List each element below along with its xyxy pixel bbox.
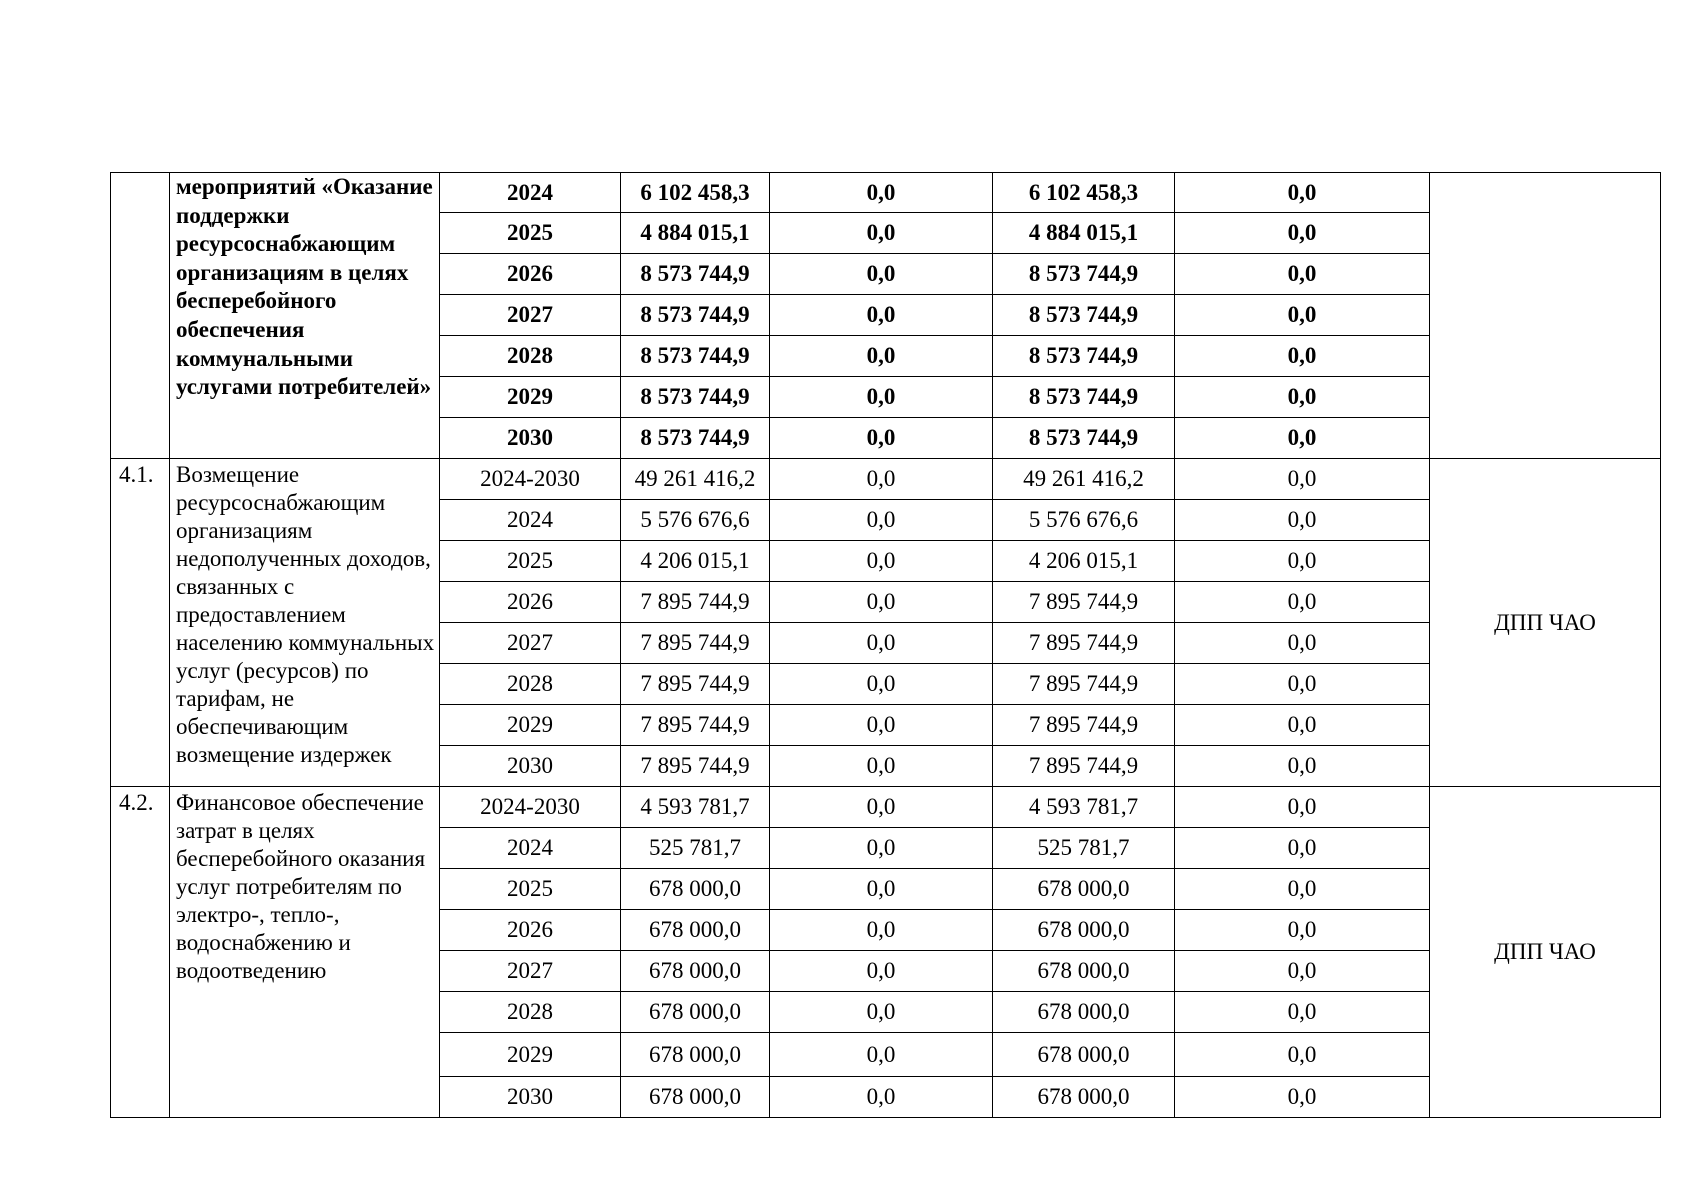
federal-budget-cell: 0,0 <box>770 787 993 828</box>
year-cell: 2028 <box>440 336 621 377</box>
other-sources-cell: 0,0 <box>1175 459 1430 500</box>
total-cell: 49 261 416,2 <box>621 459 770 500</box>
regional-budget-cell: 4 884 015,1 <box>993 213 1175 254</box>
year-cell: 2029 <box>440 705 621 746</box>
regional-budget-cell: 7 895 744,9 <box>993 746 1175 787</box>
federal-budget-cell: 0,0 <box>770 623 993 664</box>
other-sources-cell: 0,0 <box>1175 377 1430 418</box>
regional-budget-cell: 678 000,0 <box>993 910 1175 951</box>
total-cell: 4 593 781,7 <box>621 787 770 828</box>
regional-budget-cell: 4 206 015,1 <box>993 541 1175 582</box>
federal-budget-cell: 0,0 <box>770 418 993 459</box>
other-sources-cell: 0,0 <box>1175 418 1430 459</box>
other-sources-cell: 0,0 <box>1175 254 1430 295</box>
executor-cell <box>1430 173 1661 459</box>
total-cell: 678 000,0 <box>621 992 770 1033</box>
federal-budget-cell: 0,0 <box>770 295 993 336</box>
other-sources-cell: 0,0 <box>1175 951 1430 992</box>
federal-budget-cell: 0,0 <box>770 377 993 418</box>
table-row <box>111 173 1661 213</box>
federal-budget-cell: 0,0 <box>770 459 993 500</box>
year-cell: 2030 <box>440 1077 621 1118</box>
total-cell: 8 573 744,9 <box>621 336 770 377</box>
year-cell: 2026 <box>440 254 621 295</box>
federal-budget-cell: 0,0 <box>770 992 993 1033</box>
executor-cell: ДПП ЧАО <box>1430 787 1661 1118</box>
item-number: 4.2. <box>111 787 170 1118</box>
federal-budget-cell: 0,0 <box>770 828 993 869</box>
total-cell: 678 000,0 <box>621 910 770 951</box>
other-sources-cell: 0,0 <box>1175 213 1430 254</box>
federal-budget-cell: 0,0 <box>770 1033 993 1077</box>
regional-budget-cell: 4 593 781,7 <box>993 787 1175 828</box>
federal-budget-cell: 0,0 <box>770 541 993 582</box>
total-cell: 8 573 744,9 <box>621 377 770 418</box>
year-cell: 2028 <box>440 664 621 705</box>
year-cell: 2025 <box>440 213 621 254</box>
regional-budget-cell: 678 000,0 <box>993 951 1175 992</box>
item-number: 4.1. <box>111 459 170 787</box>
total-cell: 8 573 744,9 <box>621 254 770 295</box>
year-cell: 2026 <box>440 582 621 623</box>
other-sources-cell: 0,0 <box>1175 1077 1430 1118</box>
total-cell: 7 895 744,9 <box>621 623 770 664</box>
year-cell: 2029 <box>440 1033 621 1077</box>
federal-budget-cell: 0,0 <box>770 951 993 992</box>
other-sources-cell: 0,0 <box>1175 623 1430 664</box>
item-description: Возмещение ресурсоснабжающим организациям недополученных доходов, связанных с предоставлением населению коммунальных услуг (ресурсов) по тарифам, не обеспечивающим возмещение издержек <box>170 459 440 787</box>
total-cell: 678 000,0 <box>621 951 770 992</box>
other-sources-cell: 0,0 <box>1175 828 1430 869</box>
total-cell: 5 576 676,6 <box>621 500 770 541</box>
other-sources-cell: 0,0 <box>1175 992 1430 1033</box>
other-sources-cell: 0,0 <box>1175 500 1430 541</box>
executor-cell: ДПП ЧАО <box>1430 459 1661 787</box>
regional-budget-cell: 525 781,7 <box>993 828 1175 869</box>
other-sources-cell: 0,0 <box>1175 746 1430 787</box>
total-cell: 525 781,7 <box>621 828 770 869</box>
federal-budget-cell: 0,0 <box>770 705 993 746</box>
regional-budget-cell: 5 576 676,6 <box>993 500 1175 541</box>
year-cell: 2027 <box>440 951 621 992</box>
other-sources-cell: 0,0 <box>1175 910 1430 951</box>
other-sources-cell: 0,0 <box>1175 1033 1430 1077</box>
other-sources-cell: 0,0 <box>1175 869 1430 910</box>
total-cell: 678 000,0 <box>621 1033 770 1077</box>
federal-budget-cell: 0,0 <box>770 173 993 213</box>
federal-budget-cell: 0,0 <box>770 869 993 910</box>
federal-budget-cell: 0,0 <box>770 254 993 295</box>
other-sources-cell: 0,0 <box>1175 787 1430 828</box>
item-description: мероприятий «Оказание поддержки ресурсоснабжающим организациям в целях бесперебойного обеспечения коммунальными услугами потребителей» <box>170 173 440 459</box>
total-cell: 8 573 744,9 <box>621 418 770 459</box>
federal-budget-cell: 0,0 <box>770 664 993 705</box>
year-cell: 2030 <box>440 418 621 459</box>
year-cell: 2030 <box>440 746 621 787</box>
year-cell: 2024 <box>440 500 621 541</box>
budget-table <box>110 172 1661 1118</box>
other-sources-cell: 0,0 <box>1175 295 1430 336</box>
year-cell: 2024 <box>440 828 621 869</box>
year-cell: 2024-2030 <box>440 787 621 828</box>
total-cell: 7 895 744,9 <box>621 664 770 705</box>
year-cell: 2027 <box>440 623 621 664</box>
regional-budget-cell: 8 573 744,9 <box>993 295 1175 336</box>
regional-budget-cell: 678 000,0 <box>993 992 1175 1033</box>
total-cell: 8 573 744,9 <box>621 295 770 336</box>
item-description: Финансовое обеспечение затрат в целях бесперебойного оказания услуг потребителям по электро-, тепло-, водоснабжению и водоотведению <box>170 787 440 1118</box>
regional-budget-cell: 8 573 744,9 <box>993 336 1175 377</box>
item-number <box>111 173 170 459</box>
regional-budget-cell: 678 000,0 <box>993 1033 1175 1077</box>
total-cell: 7 895 744,9 <box>621 746 770 787</box>
regional-budget-cell: 7 895 744,9 <box>993 705 1175 746</box>
federal-budget-cell: 0,0 <box>770 746 993 787</box>
federal-budget-cell: 0,0 <box>770 336 993 377</box>
other-sources-cell: 0,0 <box>1175 664 1430 705</box>
year-cell: 2024-2030 <box>440 459 621 500</box>
regional-budget-cell: 7 895 744,9 <box>993 664 1175 705</box>
federal-budget-cell: 0,0 <box>770 1077 993 1118</box>
regional-budget-cell: 6 102 458,3 <box>993 173 1175 213</box>
federal-budget-cell: 0,0 <box>770 910 993 951</box>
other-sources-cell: 0,0 <box>1175 705 1430 746</box>
year-cell: 2029 <box>440 377 621 418</box>
regional-budget-cell: 7 895 744,9 <box>993 623 1175 664</box>
total-cell: 678 000,0 <box>621 1077 770 1118</box>
regional-budget-cell: 678 000,0 <box>993 1077 1175 1118</box>
other-sources-cell: 0,0 <box>1175 173 1430 213</box>
total-cell: 7 895 744,9 <box>621 705 770 746</box>
other-sources-cell: 0,0 <box>1175 582 1430 623</box>
regional-budget-cell: 678 000,0 <box>993 869 1175 910</box>
other-sources-cell: 0,0 <box>1175 541 1430 582</box>
total-cell: 6 102 458,3 <box>621 173 770 213</box>
federal-budget-cell: 0,0 <box>770 500 993 541</box>
other-sources-cell: 0,0 <box>1175 336 1430 377</box>
year-cell: 2024 <box>440 173 621 213</box>
regional-budget-cell: 7 895 744,9 <box>993 582 1175 623</box>
regional-budget-cell: 8 573 744,9 <box>993 418 1175 459</box>
table-row <box>111 459 1661 500</box>
year-cell: 2025 <box>440 869 621 910</box>
total-cell: 678 000,0 <box>621 869 770 910</box>
total-cell: 4 884 015,1 <box>621 213 770 254</box>
year-cell: 2027 <box>440 295 621 336</box>
regional-budget-cell: 8 573 744,9 <box>993 254 1175 295</box>
table-row <box>111 787 1661 828</box>
regional-budget-cell: 8 573 744,9 <box>993 377 1175 418</box>
year-cell: 2028 <box>440 992 621 1033</box>
federal-budget-cell: 0,0 <box>770 213 993 254</box>
federal-budget-cell: 0,0 <box>770 582 993 623</box>
regional-budget-cell: 49 261 416,2 <box>993 459 1175 500</box>
total-cell: 4 206 015,1 <box>621 541 770 582</box>
year-cell: 2025 <box>440 541 621 582</box>
total-cell: 7 895 744,9 <box>621 582 770 623</box>
year-cell: 2026 <box>440 910 621 951</box>
